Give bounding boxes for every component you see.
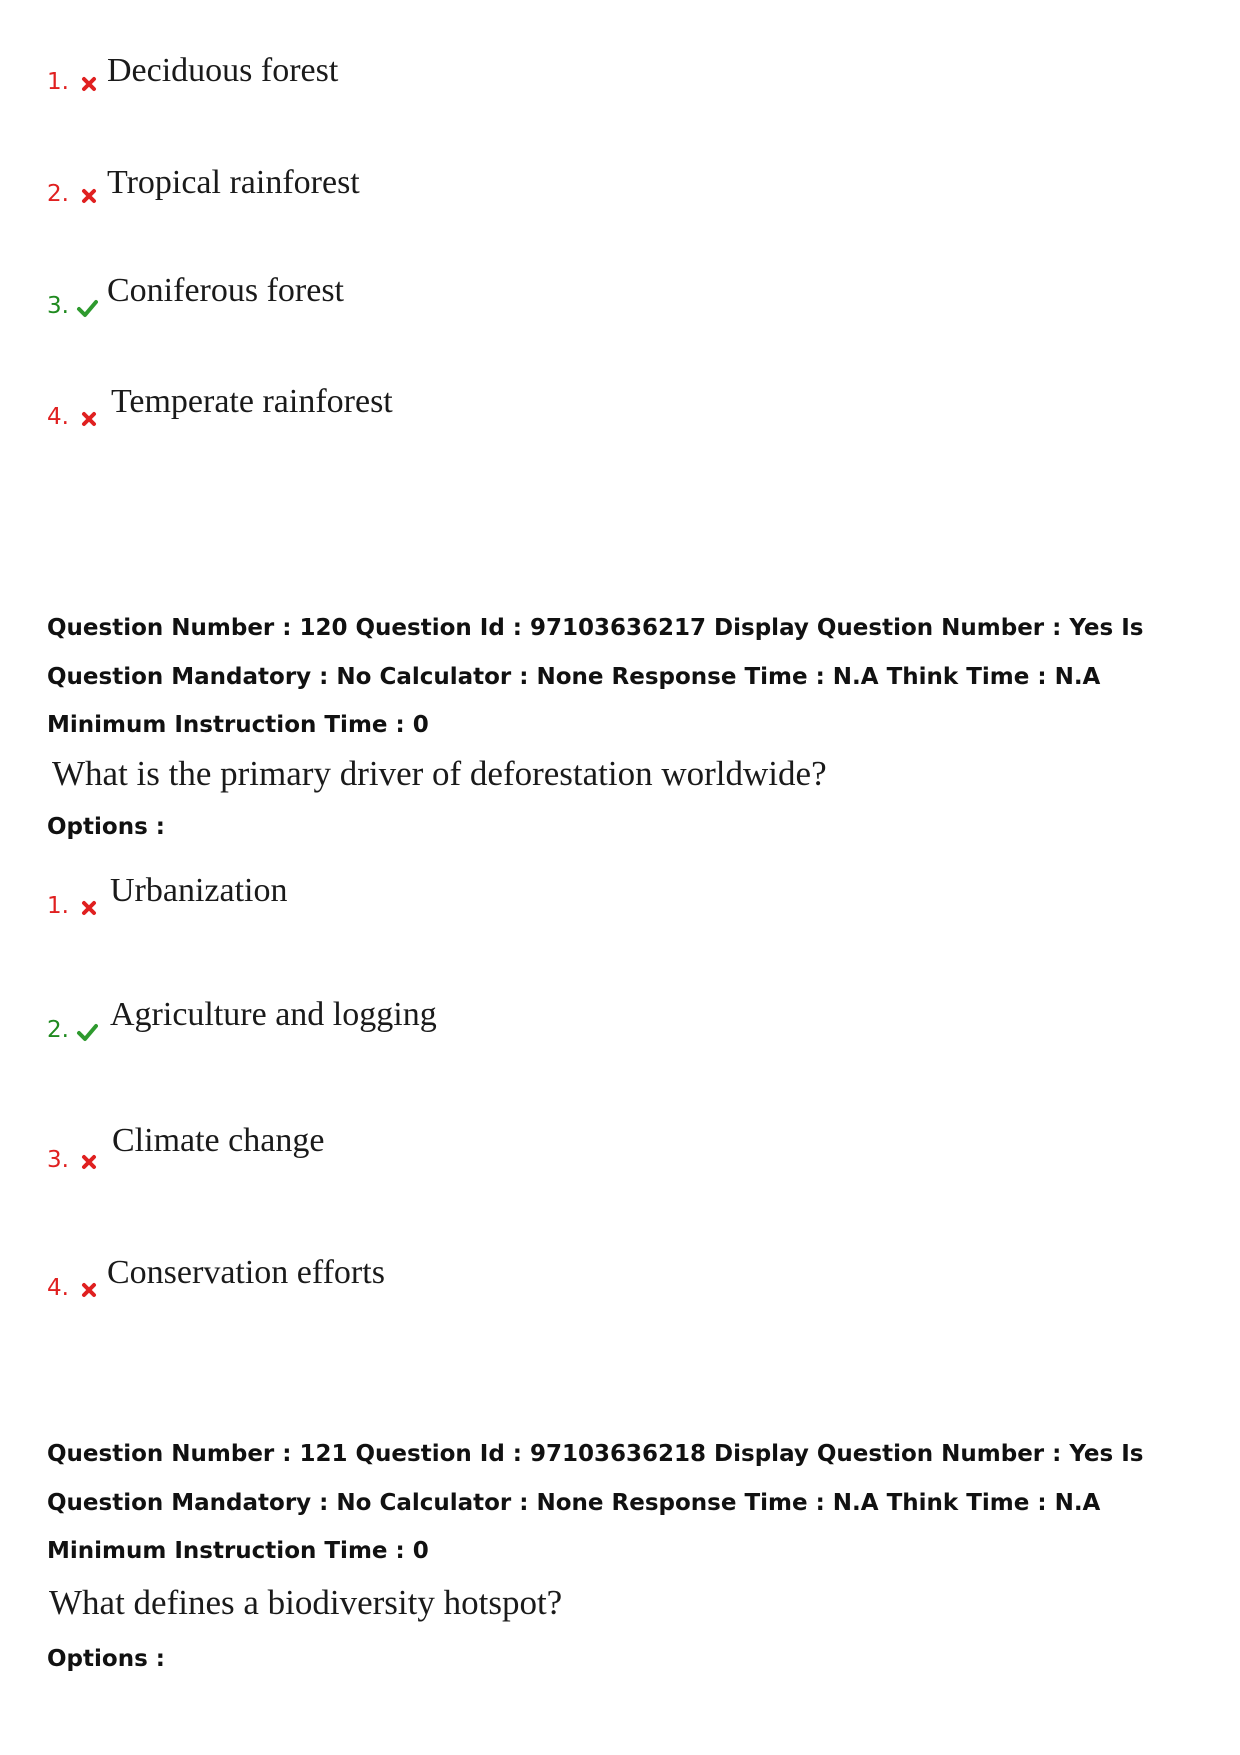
option-text: Urbanization <box>110 872 288 909</box>
cross-icon <box>78 186 100 206</box>
option-number: 2. <box>47 1017 69 1043</box>
option-text: Temperate rainforest <box>111 383 393 420</box>
cross-icon <box>78 409 100 429</box>
check-icon <box>76 298 98 318</box>
option-text: Tropical rainforest <box>107 164 360 201</box>
question-metadata: Question Number : 120 Question Id : 97103636217 Display Question Number : Yes Is Question Mandatory : No Calculator : None Response Time : N.A Think Time : N.A Minimum Instruction Time : 0 <box>47 615 1144 738</box>
option-text: Agriculture and logging <box>110 996 437 1033</box>
option-number: 1. <box>47 893 69 919</box>
cross-icon <box>78 74 100 94</box>
options-label: Options : <box>47 1646 165 1672</box>
option-number: 1. <box>47 69 69 95</box>
question-text: What defines a biodiversity hotspot? <box>49 1583 563 1622</box>
option-text: Conservation efforts <box>107 1254 385 1291</box>
question-text: What is the primary driver of deforestation worldwide? <box>52 754 827 793</box>
option-text: Climate change <box>112 1122 325 1159</box>
option-number: 4. <box>47 404 69 430</box>
option-number: 3. <box>47 1147 69 1173</box>
cross-icon <box>78 898 100 918</box>
check-icon <box>76 1022 98 1042</box>
option-text: Deciduous forest <box>107 52 339 89</box>
cross-icon <box>78 1152 100 1172</box>
option-text: Coniferous forest <box>107 272 345 309</box>
option-number: 2. <box>47 181 69 207</box>
cross-icon <box>78 1280 100 1300</box>
options-label: Options : <box>47 814 165 840</box>
option-number: 4. <box>47 1275 69 1301</box>
question-metadata: Question Number : 121 Question Id : 97103636218 Display Question Number : Yes Is Question Mandatory : No Calculator : None Response Time : N.A Think Time : N.A Minimum Instruction Time : 0 <box>47 1441 1144 1564</box>
option-number: 3. <box>47 293 69 319</box>
